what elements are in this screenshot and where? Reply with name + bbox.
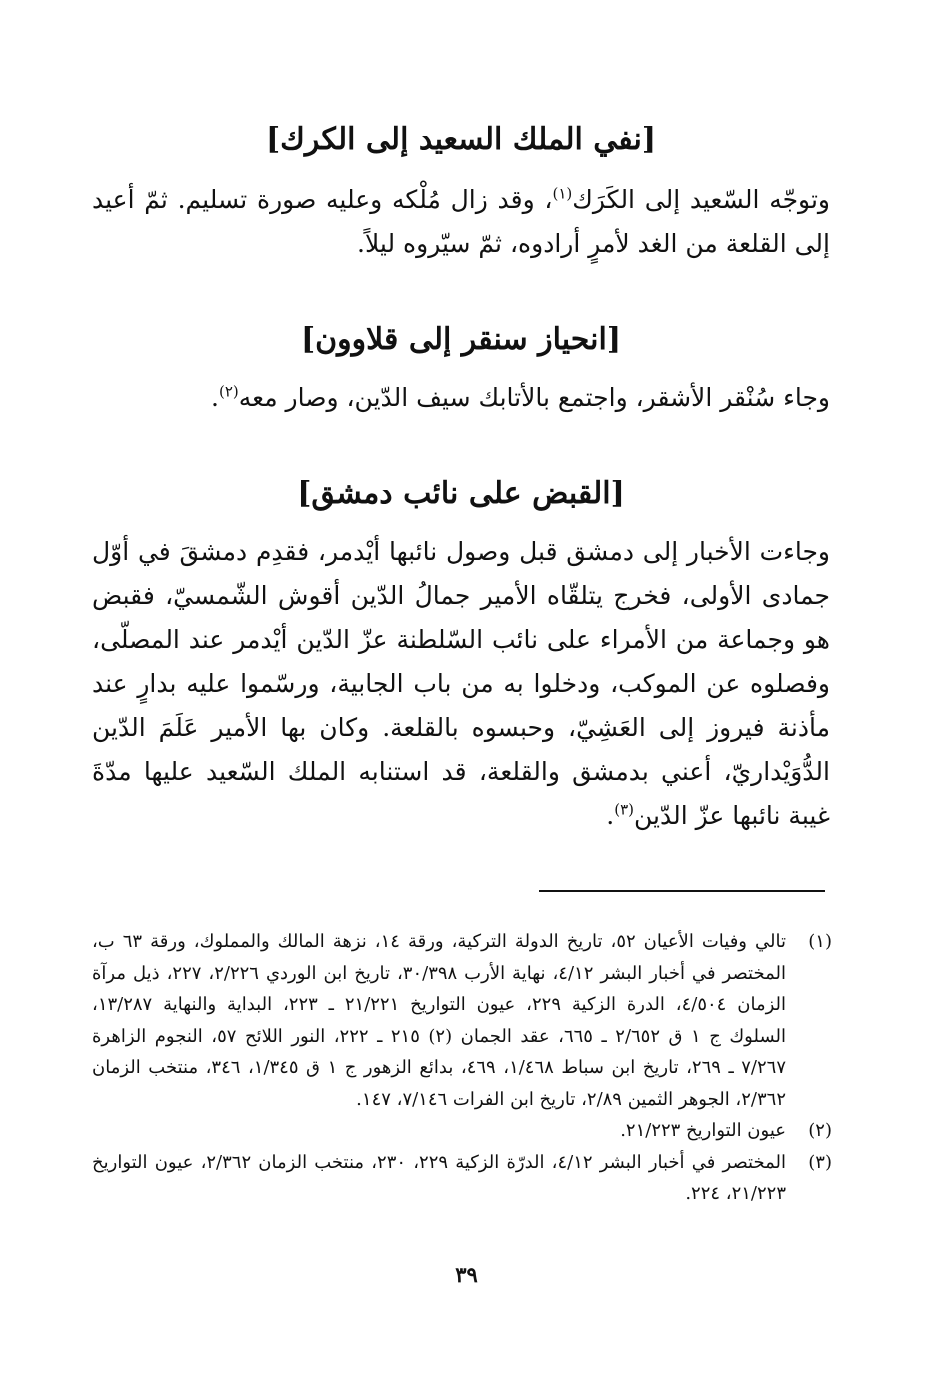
footnote-item <box>92 926 832 1115</box>
section-paragraph-exile-said <box>92 178 830 266</box>
section-paragraph-sunqur-qalawun <box>92 376 830 420</box>
page-number: ٣٩ <box>455 1262 478 1287</box>
section-heading-exile-said: [نفي الملك السعيد إلى الكرك] <box>265 122 657 157</box>
footnote-divider <box>539 890 825 892</box>
footnote-text: المختصر في أخبار البشر ٤/١٢، الدرّة الزكية ٢٢٩، ٢٣٠، منتخب الزمان ٢/٣٦٢، عيون التواريخ ٢١/٢٢٣، ٢٢٤. <box>92 1151 786 1204</box>
paragraph-text: ، وقد زال مُلْكه وعليه صورة تسليم. ثمّ أعيد إلى القلعة من الغد لأمرٍ أرادوه، ثمّ سيّروه ليلاً. <box>92 185 830 258</box>
footnote-reference[interactable]: (١) <box>552 184 573 203</box>
footnote-text: عيون التواريخ ٢١/٢٢٣. <box>620 1120 786 1141</box>
paragraph-text: وجاءت الأخبار إلى دمشق قبل وصول نائبها أيْدمر، فقدِم دمشقَ في أوّل جمادى الأولى، فخرج يتلقّاه الأمير جمالُ الدّين أقوش الشّمسيّ، فقبض هو وجماعة من الأمراء على نائب السّلطنة عزّ الدّين أيْدمر عند المصلّى، وفصلوه عن الموكب، ودخلوا به من باب الجابية، ورسّموا عليه بدارٍ عند مأذنة فيروز إلى العَشِيّ، وحبسوه بالقلعة. وكان بها الأمير عَلَمَ الدّين الدُّوَيْداريّ، أعني بدمشق والقلعة، قد استنابه الملك السّعيد عليها مدّةَ غيبة نائبها عزّ الدّين <box>92 537 830 830</box>
footnotes-block <box>92 926 832 1210</box>
footnote-item <box>92 1147 832 1210</box>
footnote-number: (٣) <box>808 1151 832 1173</box>
section-paragraph-damascus-governor <box>92 530 830 838</box>
footnote-number: (١) <box>808 931 832 952</box>
footnote-reference[interactable]: (٣) <box>614 800 634 819</box>
footnote-text: تالي وفيات الأعيان ٥٢، تاريخ الدولة التركية، ورقة ١٤، نزهة المالك والمملوك، ورقة ٦٣ ب، المختصر في أخبار البشر ٤/١٢، نهاية الأرب ٣٠/٣٩٨، تاريخ ابن الوردي ٢/٢٢٦، ٢٢٧، ذيل مرآة الزمان ٤/٥٠٤، الدرة الزكية ٢٢٩، عيون التواريخ ٢١/٢٢١ ـ ٢٢٣، البداية والنهاية ١٣/٢٨٧، السلوك ج ١ ق ٢/٦٥٢ ـ ٦٦٥، عقد الجمان (٢) ٢١٥ ـ ٢٢٢، النور اللائح ٥٧، النجوم الزاهرة ٧/٢٦٧ ـ ٢٦٩، تاريخ ابن سباط ١/٤٦٨، ٤٦٩، بدائع الزهور ج ١ ق ١/٣٤٥، ٣٤٦، منتخب الزمان ٢/٣٦٢، الجوهر الثمين ٢/٨٩، تاريخ ابن الفرات ٧/١٤٦، ١٤٧. <box>92 931 787 1110</box>
footnote-reference[interactable]: (٢) <box>218 382 239 401</box>
paragraph-text: . <box>211 383 219 412</box>
footnote-item <box>92 1115 832 1147</box>
footnote-number: (٢) <box>808 1120 832 1141</box>
section-heading-damascus-governor: [القبض على نائب دمشق] <box>297 476 625 511</box>
main-text-block <box>92 118 830 838</box>
paragraph-text: وجاء سُنْقر الأشقر، واجتمع بالأتابك سيف الدّين، وصار معه <box>238 383 830 412</box>
paragraph-text: . <box>606 801 615 830</box>
paragraph-text: وتوجّه السّعيد إلى الكَرَك <box>572 185 830 214</box>
section-heading-sunqur-qalawun: [انحياز سنقر إلى قلاوون] <box>300 322 622 357</box>
